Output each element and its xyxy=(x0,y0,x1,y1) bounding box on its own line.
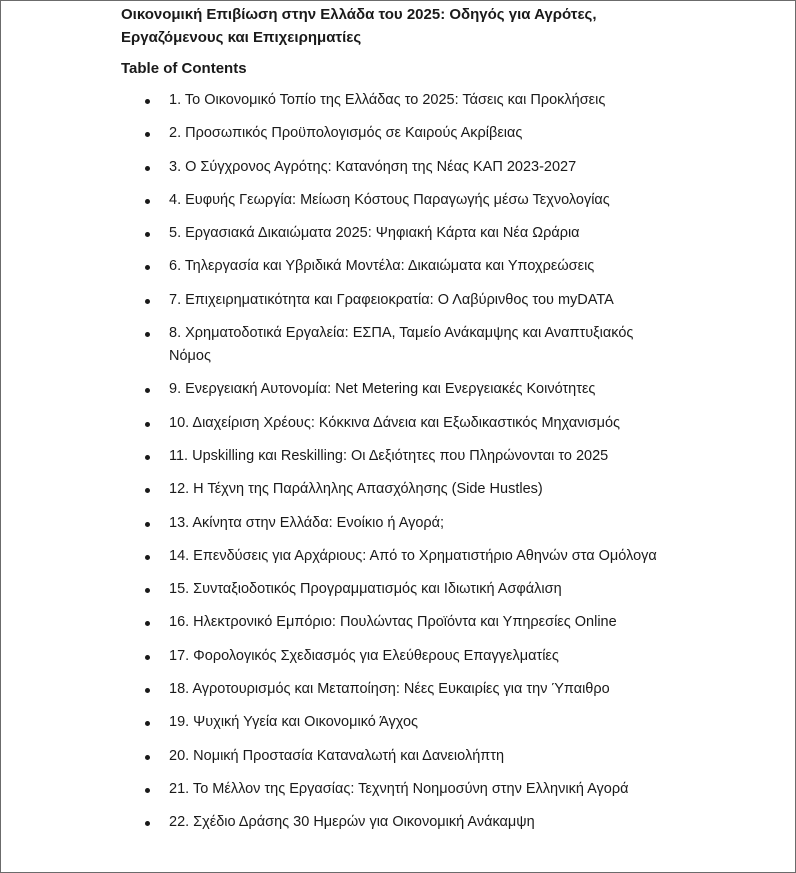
bullet-icon xyxy=(145,166,150,171)
toc-item-label: 3. Ο Σύγχρονος Αγρότης: Κατανόηση της Νέας ΚΑΠ 2023-2027 xyxy=(169,158,577,175)
bullet-icon xyxy=(145,199,150,204)
toc-item xyxy=(121,611,669,634)
toc-item xyxy=(121,478,669,501)
toc-item xyxy=(121,378,669,401)
bullet-icon xyxy=(145,265,150,270)
toc-item xyxy=(121,578,669,601)
toc-item-label: 16. Ηλεκτρονικό Εμπόριο: Πουλώντας Προϊόντα και Υπηρεσίες Online xyxy=(169,614,617,631)
toc-item xyxy=(121,289,669,312)
toc-item xyxy=(121,122,669,145)
toc-item-label: 12. Η Τέχνη της Παράλληλης Απασχόλησης (Side Hustles) xyxy=(169,481,543,498)
bullet-icon xyxy=(145,488,150,493)
toc-item xyxy=(121,711,669,734)
toc-item xyxy=(121,645,669,668)
toc-list xyxy=(121,89,721,834)
toc-item-label: 10. Διαχείριση Χρέους: Κόκκινα Δάνεια και Εξωδικαστικός Μηχανισμός xyxy=(169,414,621,431)
toc-item-label: 18. Αγροτουρισμός και Μεταποίηση: Νέες Ευκαιρίες για την Ύπαιθρο xyxy=(169,681,610,698)
bullet-icon xyxy=(145,388,150,393)
toc-item xyxy=(121,745,669,768)
toc-item-label: 7. Επιχειρηματικότητα και Γραφειοκρατία: Ο Λαβύρινθος του myDATA xyxy=(169,291,614,308)
bullet-icon xyxy=(145,688,150,693)
toc-item xyxy=(121,322,669,368)
toc-item xyxy=(121,189,669,212)
toc-item-label: 5. Εργασιακά Δικαιώματα 2025: Ψηφιακή Κάρτα και Νέα Ωράρια xyxy=(169,225,580,242)
bullet-icon xyxy=(145,422,150,427)
bullet-icon xyxy=(145,821,150,826)
bullet-icon xyxy=(145,522,150,527)
toc-item xyxy=(121,156,669,179)
bullet-icon xyxy=(145,132,150,137)
toc-item-label: 13. Ακίνητα στην Ελλάδα: Ενοίκιο ή Αγορά; xyxy=(169,514,445,531)
toc-item xyxy=(121,89,669,112)
toc-item xyxy=(121,811,669,834)
toc-item-label: 6. Τηλεργασία και Υβριδικά Μοντέλα: Δικαιώματα και Υποχρεώσεις xyxy=(169,258,595,275)
toc-item-label: 21. Το Μέλλον της Εργασίας: Τεχνητή Νοημοσύνη στην Ελληνική Αγορά xyxy=(169,780,629,797)
toc-item xyxy=(121,412,669,435)
bullet-icon xyxy=(145,299,150,304)
toc-item-label: 1. Το Οικονομικό Τοπίο της Ελλάδας το 2025: Τάσεις και Προκλήσεις xyxy=(169,92,606,108)
bullet-icon xyxy=(145,455,150,460)
bullet-icon xyxy=(145,232,150,237)
toc-item-label: 9. Ενεργειακή Αυτονομία: Net Metering και Ενεργειακές Κοινότητες xyxy=(169,381,596,398)
document-title: Οικονομική Επιβίωση στην Ελλάδα του 2025: Οδηγός για Αγρότες, Εργαζόμενους και Επιχειρηματίες xyxy=(121,6,597,46)
bullet-icon xyxy=(145,655,150,660)
toc-item-label: 2. Προσωπικός Προϋπολογισμός σε Καιρούς Ακρίβειας xyxy=(169,125,523,142)
toc-item-label: 8. Χρηματοδοτικά Εργαλεία: ΕΣΠΑ, Ταμείο Ανάκαμψης και Αναπτυξιακός Νόμος xyxy=(169,325,634,365)
toc-item xyxy=(121,545,669,568)
toc-item-label: 19. Ψυχική Υγεία και Οικονομικό Άγχος xyxy=(169,714,419,731)
toc-item-label: 17. Φορολογικός Σχεδιασμός για Ελεύθερους Επαγγελματίες xyxy=(169,647,559,664)
toc-item-label: 4. Ευφυής Γεωργία: Μείωση Κόστους Παραγωγής μέσω Τεχνολογίας xyxy=(169,191,610,208)
toc-item xyxy=(121,678,669,701)
toc-item-label: 14. Επενδύσεις για Αρχάριους: Από το Χρηματιστήριο Αθηνών στα Ομόλογα xyxy=(169,547,657,564)
bullet-icon xyxy=(145,555,150,560)
bullet-icon xyxy=(145,755,150,760)
bullet-icon xyxy=(145,588,150,593)
toc-item-label: 11. Upskilling και Reskilling: Οι Δεξιότητες που Πληρώνονται το 2025 xyxy=(169,447,609,464)
toc-heading: Table of Contents xyxy=(121,60,247,77)
bullet-icon xyxy=(145,788,150,793)
toc-item-label: 22. Σχέδιο Δράσης 30 Ημερών για Οικονομική Ανάκαμψη xyxy=(169,814,535,831)
toc-item xyxy=(121,512,669,535)
toc-item xyxy=(121,778,669,801)
toc-item-label: 20. Νομική Προστασία Καταναλωτή και Δανειολήπτη xyxy=(169,747,505,764)
toc-item xyxy=(121,445,669,468)
toc-item-label: 15. Συνταξιοδοτικός Προγραμματισμός και Ιδιωτική Ασφάλιση xyxy=(169,581,562,598)
bullet-icon xyxy=(145,332,150,337)
bullet-icon xyxy=(145,721,150,726)
toc-item xyxy=(121,255,669,278)
document-page xyxy=(121,1,721,845)
bullet-icon xyxy=(145,99,150,104)
toc-item xyxy=(121,222,669,245)
bullet-icon xyxy=(145,621,150,626)
